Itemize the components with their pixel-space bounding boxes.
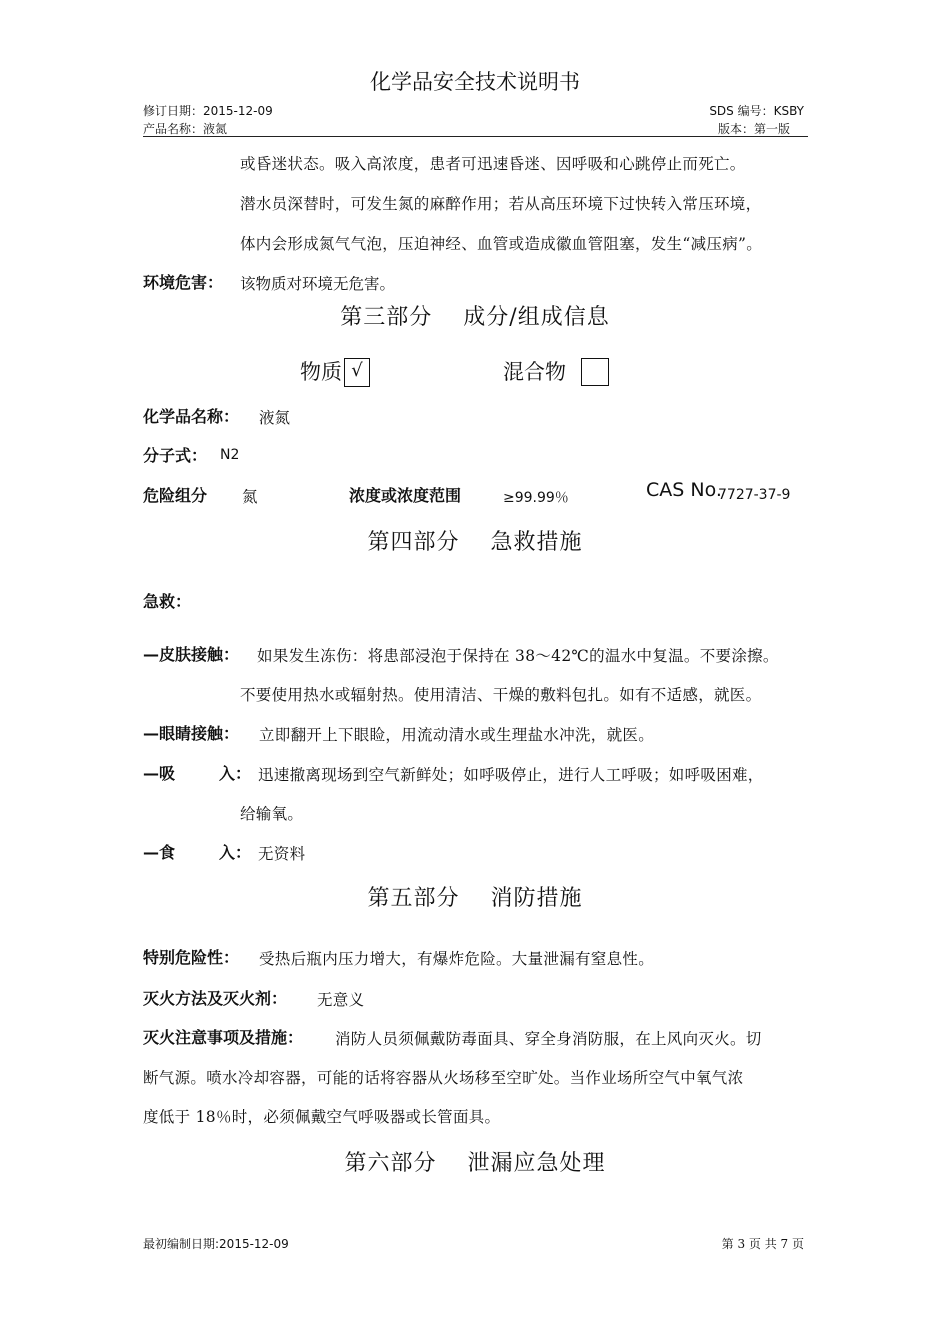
extinguish-label: 灭火方法及灭火剂： <box>143 989 288 1008</box>
eye-contact-label: —眼睛接触： <box>143 724 240 743</box>
extinguish-value: 无意义 <box>317 991 365 1009</box>
ingestion-value: 无资料 <box>258 845 306 863</box>
section-6-title: 第六部分 泄漏应急处理 <box>344 1151 606 1176</box>
mixture-checkbox[interactable] <box>581 358 609 386</box>
chemical-name-label: 化学品名称： <box>143 407 240 426</box>
document-title: 化学品安全技术说明书 <box>370 70 580 94</box>
inhalation-label: —吸 <box>143 764 176 783</box>
health-hazard-line-2: 潜水员深替时，可发生氮的麻醉作用；若从高压环境下过快转入常压环境， <box>240 195 762 213</box>
eye-contact-value: 立即翻开上下眼睑，用流动清水或生理盐水冲洗，就医。 <box>259 726 655 744</box>
skin-contact-line-1: 如果发生冻伤：将患部浸泡于保持在 38～42℃的温水中复温。不要涂擦。 <box>257 647 779 665</box>
substance-label: 物质 <box>300 360 342 384</box>
cas-label: CAS No. <box>646 479 722 501</box>
firefighting-notes-line-2: 断气源。喷水冷却容器，可能的话将容器从火场移至空旷处。当作业场所空气中氧气浓 <box>143 1069 744 1087</box>
ingestion-label-suffix: 入： <box>219 843 252 862</box>
inhalation-label-suffix: 入： <box>219 764 252 783</box>
skin-contact-line-2: 不要使用热水或辐射热。使用清洁、干燥的敷料包扎。如有不适感，就医。 <box>240 686 762 704</box>
product-name: 产品名称：液氮 <box>143 122 228 136</box>
special-hazard-value: 受热后瓶内压力增大，有爆炸危险。大量泄漏有窒息性。 <box>259 950 655 968</box>
hazard-component-label: 危险组分 <box>143 486 208 505</box>
sds-number: SDS 编号：KSBY <box>709 104 804 118</box>
firefighting-notes-line-3: 度低于 18％时，必须佩戴空气呼吸器或长管面具。 <box>143 1108 501 1126</box>
health-hazard-line-1: 或昏迷状态。吸入高浓度，患者可迅速昏迷、因呼吸和心跳停止而死亡。 <box>240 155 746 173</box>
chemical-name-value: 液氮 <box>259 409 291 427</box>
concentration-label: 浓度或浓度范围 <box>349 486 462 505</box>
environment-hazard-label: 环境危害： <box>143 273 224 292</box>
formula-value: N2 <box>220 447 240 463</box>
concentration-value: ≥99.99％ <box>503 490 569 506</box>
first-aid-label: 急救： <box>143 592 192 611</box>
environment-hazard-value: 该物质对环境无危害。 <box>240 275 396 293</box>
substance-checkbox[interactable] <box>344 358 370 387</box>
ingestion-label: —食 <box>143 843 176 862</box>
section-5-title: 第五部分 消防措施 <box>367 886 583 911</box>
firefighting-notes-label: 灭火注意事项及措施： <box>143 1028 304 1047</box>
hazard-component-value: 氮 <box>242 488 258 506</box>
section-4-title: 第四部分 急救措施 <box>367 530 583 555</box>
revision-date: 修订日期：2015-12-09 <box>143 104 273 118</box>
mixture-label: 混合物 <box>503 360 566 384</box>
formula-label: 分子式： <box>143 446 208 465</box>
footer-page-number: 第 3 页 共 7 页 <box>721 1237 804 1251</box>
firefighting-notes-line-1: 消防人员须佩戴防毒面具、穿全身消防服，在上风向灭火。切 <box>335 1030 762 1048</box>
version: 版本：第一版 <box>717 122 790 136</box>
footer-initial-date: 最初编制日期:2015-12-09 <box>143 1237 289 1251</box>
checkmark-icon: √ <box>351 360 363 381</box>
cas-value: 7727-37-9 <box>718 487 791 503</box>
health-hazard-line-3: 体内会形成氮气气泡，压迫神经、血管或造成徽血管阻塞，发生“减压病”。 <box>240 235 763 253</box>
inhalation-line-2: 给输氧。 <box>240 805 304 823</box>
special-hazard-label: 特别危险性： <box>143 948 240 967</box>
inhalation-line-1: 迅速撤离现场到空气新鲜处；如呼吸停止，进行人工呼吸；如呼吸困难， <box>258 766 764 784</box>
section-3-title: 第三部分 成分/组成信息 <box>340 305 610 330</box>
skin-contact-label: —皮肤接触： <box>143 645 240 664</box>
header-divider <box>143 136 808 137</box>
